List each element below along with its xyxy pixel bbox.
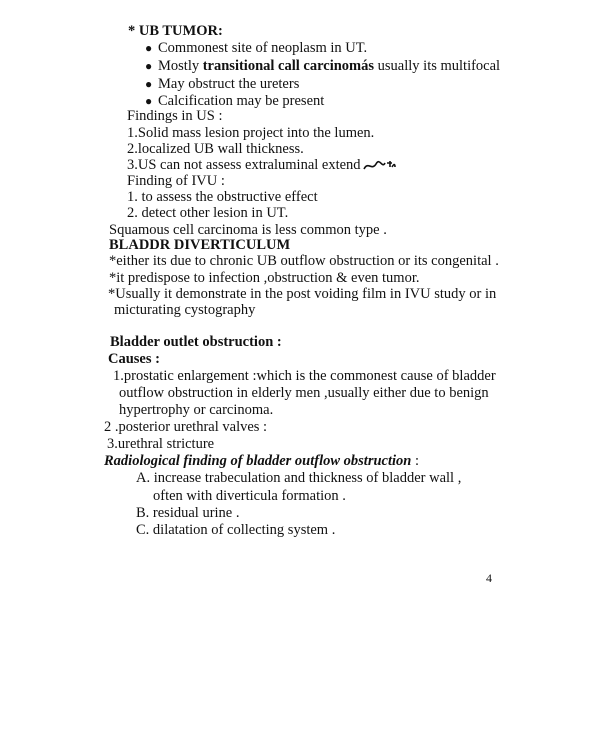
diverticulum-line: *Usually it demonstrate in the post voiding film in IVU study or in — [108, 286, 497, 302]
tumor-bullet: Calcification may be present — [158, 93, 325, 109]
findings-us-item: 3.US can not assess extraluminal extend — [127, 157, 396, 174]
outlet-heading: Bladder outlet obstruction : — [110, 334, 282, 350]
findings-us-item: 1.Solid mass lesion project into the lumen. — [127, 125, 375, 141]
page-number: 4 — [486, 571, 492, 585]
radiological-item: B. residual urine . — [136, 505, 240, 521]
ub-tumor-heading: * UB TUMOR: — [128, 23, 223, 39]
radiological-item: often with diverticula formation . — [153, 488, 346, 504]
squamous-note: Squamous cell carcinoma is less common type . — [109, 222, 387, 238]
diverticulum-line: *either its due to chronic UB outflow obstruction or its congenital . — [109, 253, 499, 269]
bullet-dot: ● — [145, 94, 153, 108]
findings-ivu-item: 1. to assess the obstructive effect — [127, 189, 318, 205]
diverticulum-line: micturating cystography — [114, 302, 256, 318]
cause-line: hypertrophy or carcinoma. — [119, 402, 274, 418]
cause-line: 3.urethral stricture — [107, 436, 215, 452]
radiological-item: A. increase trabeculation and thickness of bladder wall , — [136, 470, 462, 486]
bullet-dot: ● — [145, 59, 153, 73]
radiological-item: C. dilatation of collecting system . — [136, 522, 336, 538]
scribble-mark — [362, 159, 396, 173]
tumor-bullet: May obstruct the ureters — [158, 76, 300, 92]
findings-us-item: 2.localized UB wall thickness. — [127, 141, 304, 157]
findings-ivu-title: Finding of IVU : — [127, 173, 225, 189]
tumor-bullet: Commonest site of neoplasm in UT. — [158, 40, 368, 56]
bullet-dot: ● — [145, 77, 153, 91]
tumor-bullet: Mostly transitional call carcinomás usually its multifocal — [158, 58, 501, 74]
cause-line: 1.prostatic enlargement :which is the commonest cause of bladder — [113, 368, 496, 384]
diverticulum-heading: BLADDR DIVERTICULUM — [109, 237, 291, 253]
diverticulum-line: *it predispose to infection ,obstruction & even tumor. — [109, 270, 420, 286]
findings-us-title: Findings in US : — [127, 108, 223, 124]
radiological-title: Radiological finding of bladder outflow obstruction : — [104, 453, 420, 469]
findings-ivu-item: 2. detect other lesion in UT. — [127, 205, 289, 221]
cause-line: outflow obstruction in elderly men ,usually either due to benign — [119, 385, 489, 401]
causes-title: Causes : — [108, 351, 160, 367]
cause-line: 2 .posterior urethral valves : — [104, 419, 268, 435]
bullet-dot: ● — [145, 41, 153, 55]
